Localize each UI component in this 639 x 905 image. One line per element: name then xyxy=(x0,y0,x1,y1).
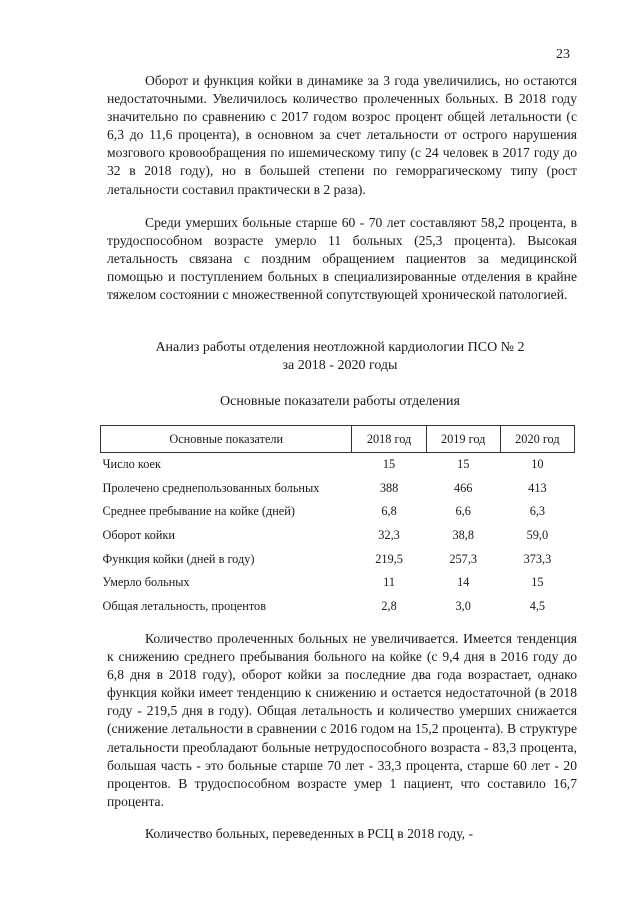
cell-2018: 6,8 xyxy=(381,504,397,519)
cell-2020: 6,3 xyxy=(529,504,546,519)
cell-2018: 11 xyxy=(383,575,395,590)
header-indicators: Основные показатели xyxy=(101,426,352,453)
paragraph-text: Количество больных, переведенных в РСЦ в 2018 году, - xyxy=(145,826,473,841)
section-title xyxy=(100,339,580,375)
table-row xyxy=(101,547,575,571)
paragraph-2 xyxy=(107,214,577,304)
cell-2020: 59,0 xyxy=(526,528,549,543)
header-2019: 2019 год xyxy=(426,426,500,453)
table-row xyxy=(101,500,575,524)
paragraph-text: Оборот и функция койки в динамике за 3 года увеличились, но остаются недостаточными. Увеличилось количество пролеченных больных. В 2018 году значительно по сравнению с 2017 годом возрос процент общей летальности (с 6,3 до 11,6 процента), в основном за счет летальности от острого нарушения мозгового кровообращения по ишемическому типу (с 24 человек в 2017 году до 32 в 2018 году), но в большей степени по геморрагическому типу (рост летальности составил практически в 2 раза). xyxy=(107,73,577,197)
cell-2020: 373,3 xyxy=(523,551,552,566)
cell-2018: 32,3 xyxy=(378,528,400,543)
table-header-row xyxy=(101,426,575,453)
cell-2020: 4,5 xyxy=(529,598,546,613)
cell-2019: 6,6 xyxy=(455,504,471,519)
cell-2018: 15 xyxy=(382,457,396,472)
cell-2018: 219,5 xyxy=(375,551,403,566)
table-row xyxy=(101,571,575,595)
page-number: 23 xyxy=(556,47,570,62)
cell-2020: 10 xyxy=(531,457,544,472)
table-title: Основные показатели работы отделения xyxy=(220,394,460,409)
header-2018: 2018 год xyxy=(352,426,426,453)
paragraph-3 xyxy=(107,630,577,811)
row-label: Функция койки (дней в году) xyxy=(102,551,255,566)
row-label: Оборот койки xyxy=(102,528,176,543)
cell-2019: 466 xyxy=(453,480,473,495)
cell-2020: 15 xyxy=(531,575,544,590)
paragraph-1 xyxy=(107,72,577,199)
cell-2019: 3,0 xyxy=(455,598,471,613)
cell-2019: 38,8 xyxy=(452,528,474,543)
row-label: Число коек xyxy=(102,457,161,472)
cell-2018: 2,8 xyxy=(381,598,397,613)
paragraph-text: Среди умерших больные старше 60 - 70 лет составляют 58,2 процента, в трудоспособном возрасте умерло 11 больных (25,3 процента). Высокая летальность связана с поздним обращением пациентов за медицинской помощью и поступлением больных в специализированные отделения в крайне тяжелом состоянии с множественной сопутствующей хронической патологией. xyxy=(107,215,577,303)
cell-2020: 413 xyxy=(528,480,547,495)
row-label: Умерло больных xyxy=(102,575,190,590)
cell-2019: 14 xyxy=(457,575,470,590)
indicators-table xyxy=(100,425,575,618)
table-row xyxy=(101,595,575,619)
table-row xyxy=(101,453,575,477)
cell-2019: 257,3 xyxy=(449,551,478,566)
cell-2018: 388 xyxy=(379,480,399,495)
cell-2019: 15 xyxy=(457,457,470,472)
paragraph-4 xyxy=(107,825,577,843)
section-title-line-2: за 2018 - 2020 годы xyxy=(282,358,398,373)
row-label: Среднее пребывание на койке (дней) xyxy=(102,504,295,519)
row-label: Общая летальность, процентов xyxy=(102,598,267,613)
row-label: Пролечено среднепользованных больных xyxy=(102,480,320,495)
header-2020: 2020 год xyxy=(500,426,574,453)
table-row xyxy=(101,477,575,501)
paragraph-text: Количество пролеченных больных не увеличивается. Имеется тенденция к снижению среднего пребывания больного на койке (с 9,4 дня в 2016 году до 6,8 дня в 2018 году), оборот койки за последние два года возрастает, однако функция койки имеет тенденцию к снижению и остается недостаточной (в 2018 году - 219,5 дня в году). Общая летальность и количество умерших снижается (снижение летальности в сравнении с 2016 годом на 15,2 процента). В структуре летальности преобладают больные нетрудоспособного возраста - 83,3 процента, большая часть - это больные старше 70 лет - 33,3 процента, старше 60 лет - 20 процентов. В трудоспособном возрасте умер 1 пациент, что составило 16,7 процента. xyxy=(107,631,577,809)
table-row xyxy=(101,524,575,548)
section-title-line-1: Анализ работы отделения неотложной кардиологии ПСО № 2 xyxy=(155,340,525,355)
